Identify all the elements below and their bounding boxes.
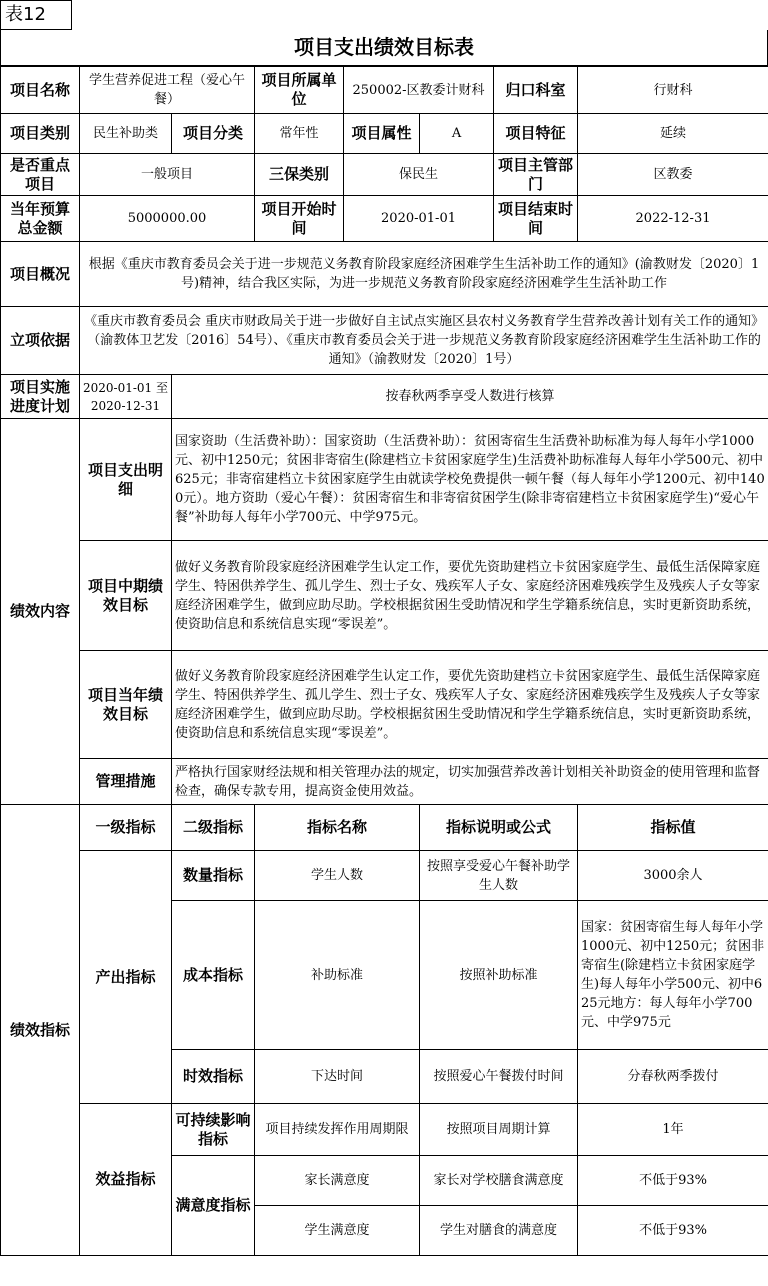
value-start: 2020-01-01	[344, 196, 494, 242]
indicator-desc: 按照享受爱心午餐补助学生人数	[420, 851, 578, 901]
value-sanbao: 保民生	[344, 154, 494, 196]
indicator-name: 家长满意度	[255, 1156, 420, 1206]
header-value: 指标值	[578, 805, 768, 851]
header-name: 指标名称	[255, 805, 420, 851]
value-category: 民生补助类	[80, 114, 172, 154]
indicator-desc: 学生对膳食的满意度	[420, 1206, 578, 1256]
indicator-value: 分春秋两季拨付	[578, 1050, 768, 1104]
value-office: 行财科	[578, 67, 768, 114]
value-overview: 根据《重庆市教育委员会关于进一步规范义务教育阶段家庭经济困难学生生活补助工作的通知》(渝教财发〔2020〕1号)精神，结合我区实际，为进一步规范义务教育阶段家庭经济困难学生生活补助工作	[80, 242, 768, 307]
indicator-level2: 数量指标	[172, 851, 255, 901]
value-project-name: 学生营养促进工程（爱心午餐）	[80, 67, 255, 114]
label-is-key: 是否重点项目	[1, 154, 80, 196]
value-department: 250002-区教委计财科	[344, 67, 494, 114]
value-end: 2022-12-31	[578, 196, 768, 242]
label-project-name: 项目名称	[1, 67, 80, 114]
label-attribute: 项目属性	[344, 114, 420, 154]
label-mid-goal: 项目中期绩效目标	[80, 541, 172, 651]
indicator-desc: 家长对学校膳食满意度	[420, 1156, 578, 1206]
indicator-name: 项目持续发挥作用周期限	[255, 1104, 420, 1156]
page-title: 项目支出绩效目标表	[0, 30, 768, 66]
label-end: 项目结束时间	[494, 196, 578, 242]
header-desc: 指标说明或公式	[420, 805, 578, 851]
value-budget: 5000000.00	[80, 196, 255, 242]
label-basis: 立项依据	[1, 307, 80, 375]
label-management: 管理措施	[80, 759, 172, 805]
value-year-goal: 做好义务教育阶段家庭经济困难学生认定工作，要优先资助建档立卡贫困家庭学生、最低生活保障家庭学生、特困供养学生、孤儿学生、烈士子女、残疾军人子女、家庭经济困难残疾学生及残疾人子女等家庭经济困难学生，做到应助尽助。学校根据贫困生受助情况和学生学籍系统信息，实时更新资助系统，使资助信息和系统信息实现“零误差”。	[172, 651, 768, 759]
value-feature: 延续	[578, 114, 768, 154]
indicator-name: 学生满意度	[255, 1206, 420, 1256]
value-authority: 区教委	[578, 154, 768, 196]
label-performance-content: 绩效内容	[1, 419, 80, 805]
indicator-value: 不低于93%	[578, 1206, 768, 1256]
indicator-level2: 可持续影响指标	[172, 1104, 255, 1156]
indicator-value: 3000余人	[578, 851, 768, 901]
label-classification: 项目分类	[172, 114, 255, 154]
label-schedule: 项目实施进度计划	[1, 375, 80, 419]
label-year-goal: 项目当年绩效目标	[80, 651, 172, 759]
indicator-desc: 按照补助标准	[420, 901, 578, 1050]
indicator-name: 下达时间	[255, 1050, 420, 1104]
label-authority: 项目主管部门	[494, 154, 578, 196]
label-output-indicators: 产出指标	[80, 851, 172, 1104]
indicator-name: 学生人数	[255, 851, 420, 901]
performance-table	[0, 66, 768, 1256]
indicator-desc: 按照爱心午餐拨付时间	[420, 1050, 578, 1104]
value-basis: 《重庆市教育委员会 重庆市财政局关于进一步做好自主试点实施区县农村义务教育学生营养改善计划有关工作的通知》（渝教体卫艺发〔2016〕54号）、《重庆市教育委员会关于进一步规范义务教育阶段家庭经济困难学生生活补助工作的通知》（渝教财发〔2020〕1号）	[80, 307, 768, 375]
label-budget: 当年预算总金额	[1, 196, 80, 242]
table-number: 表12	[0, 0, 72, 30]
indicator-value: 不低于93%	[578, 1156, 768, 1206]
label-benefit-indicators: 效益指标	[80, 1104, 172, 1256]
value-attribute: A	[420, 114, 494, 154]
header-level1: 一级指标	[80, 805, 172, 851]
indicator-level2: 满意度指标	[172, 1156, 255, 1256]
value-management: 严格执行国家财经法规和相关管理办法的规定，切实加强营养改善计划相关补助资金的使用管理和监督检查，确保专款专用，提高资金使用效益。	[172, 759, 768, 805]
label-overview: 项目概况	[1, 242, 80, 307]
header-level2: 二级指标	[172, 805, 255, 851]
indicator-desc: 按照项目周期计算	[420, 1104, 578, 1156]
value-mid-goal: 做好义务教育阶段家庭经济困难学生认定工作，要优先资助建档立卡贫困家庭学生、最低生活保障家庭学生、特困供养学生、孤儿学生、烈士子女、残疾军人子女、家庭经济困难残疾学生及残疾人子女等家庭经济困难学生，做到应助尽助。学校根据贫困生受助情况和学生学籍系统信息，实时更新资助系统，使资助信息和系统信息实现“零误差”。	[172, 541, 768, 651]
label-feature: 项目特征	[494, 114, 578, 154]
value-schedule-text: 按春秋两季享受人数进行核算	[172, 375, 768, 419]
indicator-level2: 成本指标	[172, 901, 255, 1050]
value-is-key: 一般项目	[80, 154, 255, 196]
value-schedule-period: 2020-01-01 至 2020-12-31	[80, 375, 172, 419]
label-start: 项目开始时间	[255, 196, 344, 242]
value-classification: 常年性	[255, 114, 344, 154]
label-sanbao: 三保类别	[255, 154, 344, 196]
value-expense-detail: 国家资助（生活费补助）：国家资助（生活费补助）：贫困寄宿生生活费补助标准为每人每年小学1000元、初中1250元；贫困非寄宿生(除建档立卡贫困家庭学生)生活费补助标准每人每年小学500元、初中625元；非寄宿建档立卡贫困家庭学生由就读学校免费提供一顿午餐（每人每年小学1200元、初中1400元）。地方资助（爱心午餐）：贫困寄宿生和非寄宿贫困学生(除非寄宿建档立卡贫困家庭学生)“爱心午餐”补助每人每年小学700元、中学975元。	[172, 419, 768, 541]
indicator-level2: 时效指标	[172, 1050, 255, 1104]
label-category: 项目类别	[1, 114, 80, 154]
label-expense-detail: 项目支出明细	[80, 419, 172, 541]
label-indicators: 绩效指标	[1, 805, 80, 1256]
label-office: 归口科室	[494, 67, 578, 114]
label-department: 项目所属单位	[255, 67, 344, 114]
indicator-name: 补助标准	[255, 901, 420, 1050]
indicator-value: 1年	[578, 1104, 768, 1156]
indicator-value: 国家：贫困寄宿生每人每年小学1000元、初中1250元；贫困非寄宿生(除建档立卡贫困家庭学生)每人每年小学500元、初中625元地方：每人每年小学700元、中学975元	[578, 901, 768, 1050]
